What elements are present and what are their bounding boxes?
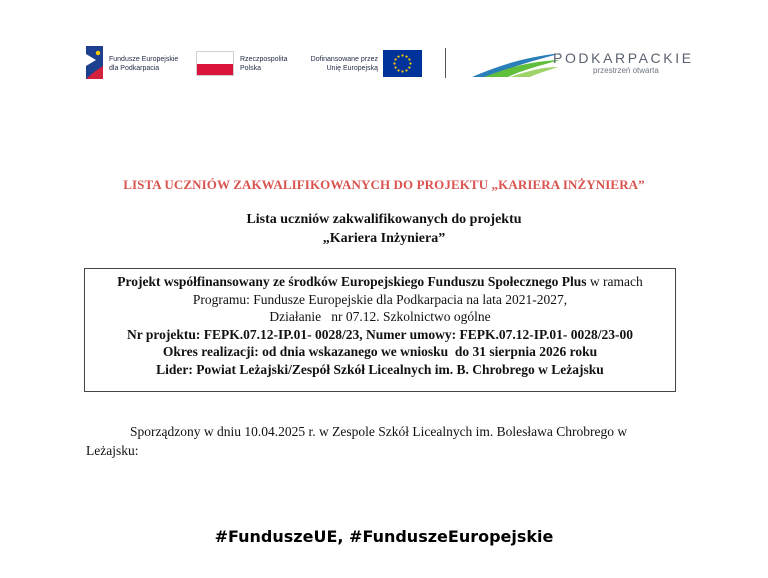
project-info-box (84, 268, 676, 392)
subtitle-line2: „Kariera Inżyniera” (322, 231, 446, 246)
prepared-statement: Sporządzony w dniu 10.04.2025 r. w Zespole Szkół Licealnych im. Bolesława Chrobrego w Leżajsku: (86, 424, 628, 458)
podkarpackie-tagline: przestrzeń otwarta (593, 66, 659, 75)
document-subtitle (0, 210, 768, 248)
polish-flag (196, 51, 234, 76)
info-line-1-rest: w ramach (586, 274, 643, 289)
logo-bar (0, 0, 768, 110)
eu-star-icon (408, 66, 410, 68)
eu-star-icon (393, 62, 395, 64)
info-line-5: Okres realizacji: od dnia wskazanego we wniosku do 31 sierpnia 2026 roku (162, 344, 598, 359)
pl-logo-text (240, 55, 287, 73)
fe-logo-text (109, 55, 178, 73)
fe-logo-line1: Fundusze Europejskie (109, 56, 179, 63)
eu-star-icon (397, 69, 399, 71)
fe-logo-line2: dla Podkarpacia (109, 65, 160, 72)
eu-logo-line2: Unię Europejską (326, 65, 378, 72)
podkarpackie-logo-icon (470, 47, 565, 79)
eu-flag-icon (383, 50, 422, 77)
fundusze-europejskie-logo-icon (86, 46, 103, 79)
eu-star-icon (409, 62, 411, 64)
eu-star-icon (401, 54, 403, 56)
info-line-6: Lider: Powiat Leżajski/Zespół Szkół Licealnych im. B. Chrobrego w Leżajsku (156, 361, 604, 377)
info-line-1-bold: Projekt współfinansowany ze środków Europejskiego Funduszu Społecznego Plus (117, 274, 587, 289)
eu-logo-text (306, 55, 378, 73)
podkarpackie-name: PODKARPACKIE (553, 50, 694, 66)
eu-star-icon (394, 66, 396, 68)
pl-logo-line2: Polska (240, 65, 262, 72)
eu-logo-line1: Dofinansowane przez (310, 56, 378, 63)
info-line-1 (85, 273, 675, 291)
info-line-2: Programu: Fundusze Europejskie dla Podkarpacia na lata 2021-2027, (192, 291, 568, 307)
eu-star-icon (408, 58, 410, 60)
document-main-title: LISTA UCZNIÓW ZAKWALIFIKOWANYCH DO PROJEKTU „KARIERA INŻYNIERA” (123, 177, 645, 192)
eu-star-icon (405, 69, 407, 71)
footer-hashtags: #FunduszeUE, #FunduszeEuropejskie (214, 527, 554, 546)
pl-logo-line1: Rzeczpospolita (240, 56, 288, 63)
logo-divider (445, 48, 446, 78)
info-line-4: Nr projektu: FEPK.07.12-IP.01- 0028/23, Numer umowy: FEPK.07.12-IP.01- 0028/23-00 (127, 326, 633, 342)
eu-star-icon (401, 70, 403, 72)
eu-star-icon (405, 55, 407, 57)
info-line-3: Działanie nr 07.12. Szkolnictwo ogólne (269, 309, 491, 324)
eu-star-icon (397, 55, 399, 57)
eu-star-icon (394, 58, 396, 60)
subtitle-line1: Lista uczniów zakwalifikowanych do projektu (246, 212, 522, 227)
